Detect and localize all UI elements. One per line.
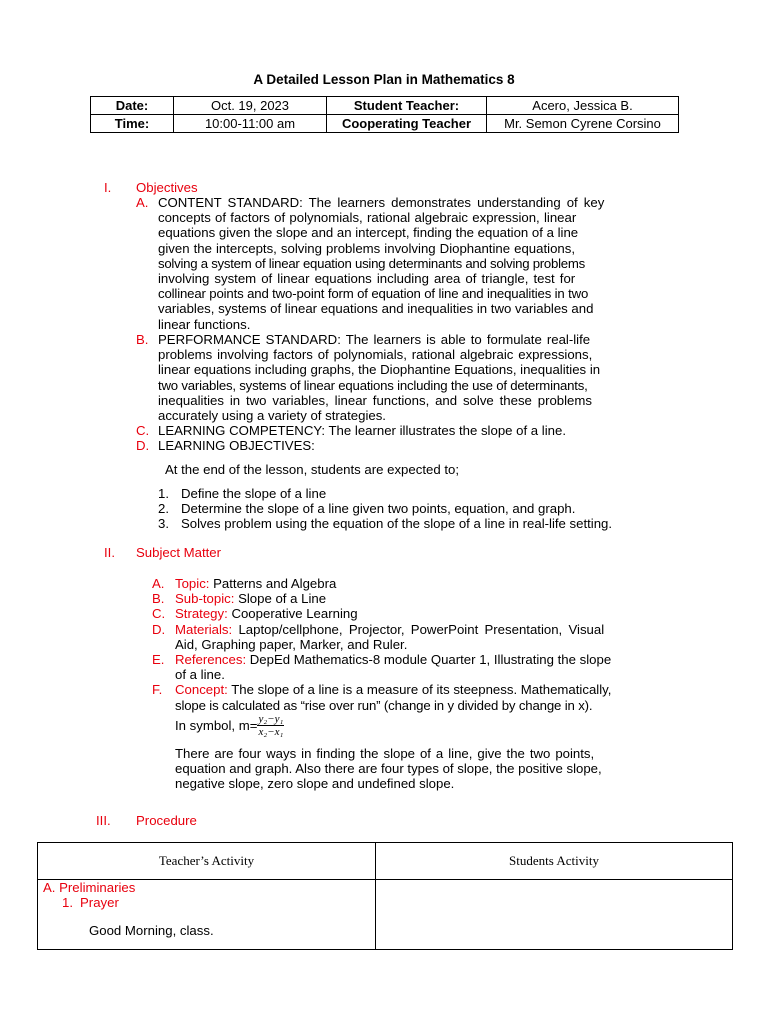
- time-label: Time:: [91, 115, 174, 133]
- materials-value: Laptop/cellphone, Projector, PowerPoint Presentation, Visual: [238, 621, 605, 637]
- subject-f-letter: F.: [152, 682, 163, 698]
- performance-standard-line: problems involving factors of polynomials, rational algebraic expressions,: [158, 347, 593, 363]
- list-item: [158, 501, 612, 516]
- subtopic-value: Slope of a Line: [238, 591, 327, 607]
- prayer-label: Prayer: [80, 895, 119, 911]
- teacher-activity-cell: [38, 880, 376, 950]
- concept-value: The slope of a line is a measure of its steepness. Mathematically,: [231, 682, 612, 698]
- content-standard-line: collinear points and two-point form of equation of line and inequalities in two: [158, 286, 589, 302]
- concept-paragraph-line: equation and graph. Also there are four types of slope, the positive slope,: [175, 761, 602, 777]
- performance-standard-line: inequalities in two variables, linear functions, and solve these problems: [158, 392, 592, 408]
- objectives-heading: Objectives: [136, 180, 198, 195]
- list-item-text: Define the slope of a line: [181, 486, 327, 501]
- student-teacher-label: Student Teacher:: [327, 97, 487, 115]
- content-standard-line: involving system of linear equations including area of triangle, test for: [158, 271, 576, 287]
- content-standard-line: variables, systems of linear equations and inequalities in two variables and: [158, 301, 594, 317]
- list-item-text: Determine the slope of a line given two points, equation, and graph.: [181, 501, 576, 517]
- materials-label: Materials:: [175, 621, 233, 637]
- performance-standard-line: PERFORMANCE STANDARD: The learners is able to formulate real-life: [158, 332, 591, 347]
- procedure-heading: Procedure: [136, 813, 197, 828]
- objectives-intro: At the end of the lesson, students are expected to;: [165, 462, 459, 477]
- prayer-number: 1.: [62, 895, 73, 911]
- date-label: Date:: [91, 97, 174, 115]
- content-standard-line: linear functions.: [158, 316, 251, 332]
- teacher-activity-header: Teacher’s Activity: [38, 843, 376, 880]
- concept-paragraph: [175, 746, 679, 792]
- content-standard: [158, 195, 678, 332]
- procedure-numeral: III.: [96, 813, 111, 828]
- list-item: [158, 516, 612, 531]
- content-standard-line: CONTENT STANDARD: The learners demonstrates understanding of key: [158, 195, 605, 210]
- preliminaries-label: A. Preliminaries: [43, 880, 136, 895]
- topic-value: Patterns and Algebra: [213, 576, 337, 591]
- list-item-text: Solves problem using the equation of the slope of a line in real-life setting.: [181, 516, 613, 532]
- learning-objectives-label: LEARNING OBJECTIVES:: [158, 438, 315, 453]
- slope-formula: [175, 713, 284, 738]
- cooperating-teacher-value: Mr. Semon Cyrene Corsino: [487, 115, 679, 133]
- list-item-number: 2.: [158, 501, 169, 517]
- formula-prefix: In symbol, m=: [175, 717, 258, 733]
- performance-standard-line: linear equations including graphs, the Diophantine Equations, inequalities in: [158, 362, 601, 378]
- cooperating-teacher-label: Cooperating Teacher: [327, 115, 487, 133]
- date-value: Oct. 19, 2023: [174, 97, 327, 115]
- subtopic-label: Sub-topic:: [175, 591, 235, 607]
- subject-references: [152, 652, 678, 667]
- content-standard-line: solving a system of linear equation using determinants and solving problems: [158, 255, 585, 271]
- objective-b-letter: B.: [136, 332, 149, 347]
- references-value-cont: of a line.: [175, 667, 225, 683]
- list-item-number: 1.: [158, 486, 169, 501]
- subject-b-letter: B.: [152, 591, 165, 607]
- time-value: 10:00-11:00 am: [174, 115, 327, 133]
- performance-standard-line: two variables, systems of linear equations including the use of determinants,: [158, 377, 588, 393]
- concept-value-cont: slope is calculated as “rise over run” (change in y divided by change in x).: [175, 697, 593, 713]
- procedure-table: [37, 842, 733, 950]
- formula-numerator: y₂−y₁: [258, 713, 284, 725]
- subject-numeral: II.: [104, 545, 115, 560]
- subject-subtopic: [152, 591, 678, 606]
- concept-label: Concept:: [175, 682, 228, 698]
- subject-strategy: [152, 606, 678, 621]
- subject-d-letter: D.: [152, 621, 166, 637]
- objective-a-letter: A.: [136, 195, 149, 210]
- subject-c-letter: C.: [152, 606, 166, 622]
- subject-e-letter: E.: [152, 652, 165, 668]
- subject-topic: [152, 576, 678, 591]
- references-value: DepEd Mathematics-8 module Quarter 1, Illustrating the slope: [249, 652, 612, 668]
- concept-paragraph-line: There are four ways in finding the slope of a line, give the two points,: [175, 746, 595, 761]
- objectives-numeral: I.: [104, 180, 112, 195]
- subject-list: [152, 576, 678, 713]
- objective-c-letter: C.: [136, 423, 150, 438]
- subject-a-letter: A.: [152, 576, 165, 591]
- learning-competency: LEARNING COMPETENCY: The learner illustrates the slope of a line.: [158, 423, 567, 438]
- formula-fraction: [257, 713, 284, 738]
- topic-label: Topic:: [175, 576, 210, 591]
- greeting-text: Good Morning, class.: [89, 923, 214, 939]
- prayer-item: [38, 895, 375, 910]
- list-item: [158, 486, 612, 501]
- student-teacher-value: Acero, Jessica B.: [487, 97, 679, 115]
- students-activity-cell: [376, 880, 733, 950]
- performance-standard: [158, 332, 678, 423]
- formula-denominator: x₂−x₁: [258, 726, 284, 738]
- materials-value-cont: Aid, Graphing paper, Marker, and Ruler.: [175, 636, 408, 652]
- strategy-value: Cooperative Learning: [231, 606, 358, 622]
- objective-d-letter: D.: [136, 438, 150, 453]
- references-label: References:: [175, 652, 247, 668]
- performance-standard-line: accurately using a variety of strategies.: [158, 408, 386, 424]
- subject-heading: Subject Matter: [136, 545, 222, 560]
- students-activity-header: Students Activity: [376, 843, 733, 880]
- content-standard-line: concepts of factors of polynomials, rational algebraic expression, linear: [158, 210, 577, 226]
- strategy-label: Strategy:: [175, 606, 228, 622]
- content-standard-line: given the intercepts, solving problems involving Diophantine equations,: [158, 240, 575, 256]
- content-standard-line: equations given the slope and an intercept, finding the equation of a line: [158, 225, 579, 241]
- objectives-list: [158, 486, 612, 532]
- concept-paragraph-line: negative slope, zero slope and undefined slope.: [175, 776, 455, 792]
- document-title: A Detailed Lesson Plan in Mathematics 8: [253, 72, 515, 87]
- lesson-header-table: [90, 96, 679, 133]
- list-item-number: 3.: [158, 516, 169, 532]
- subject-materials: [152, 622, 678, 637]
- subject-concept: [152, 682, 678, 697]
